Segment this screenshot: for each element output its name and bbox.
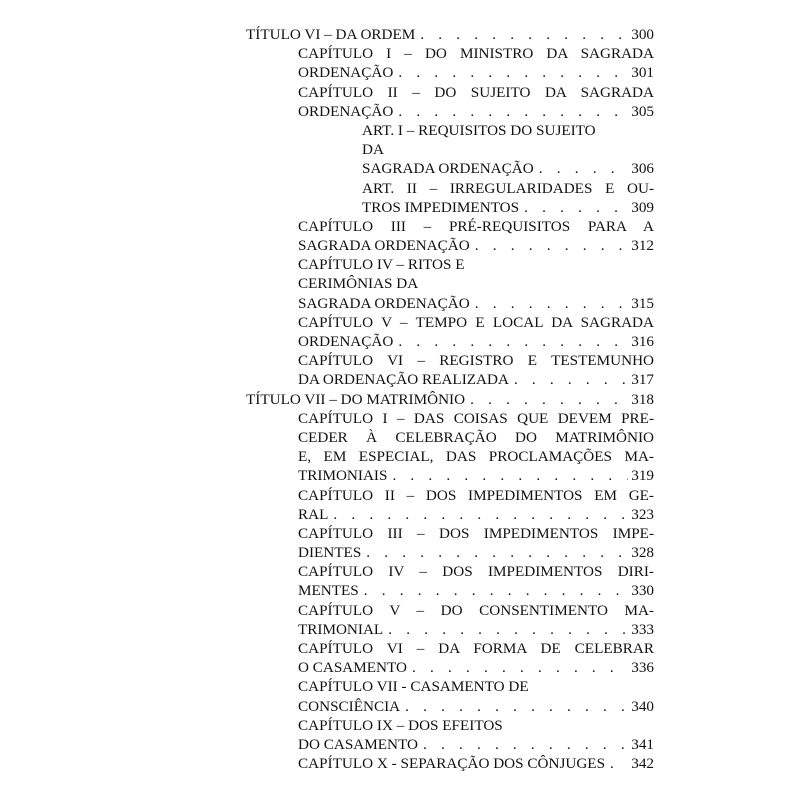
toc-chapter-entry[interactable] bbox=[0, 351, 800, 389]
toc-entry-last-line bbox=[246, 390, 654, 409]
dot-leader bbox=[393, 332, 628, 351]
toc-page-number: 315 bbox=[631, 294, 654, 312]
toc-entry-last-line bbox=[298, 658, 654, 677]
toc-entry-line: CAPÍTULO VII - CASAMENTO DE bbox=[298, 678, 529, 696]
toc-chapter-entry[interactable] bbox=[0, 639, 800, 677]
toc-entry-last-line bbox=[298, 236, 654, 255]
toc-entry-last-line bbox=[298, 466, 654, 485]
toc-entry-text: TROS IMPEDIMENTOS bbox=[362, 198, 520, 216]
toc-entry-text: DA ORDENAÇÃO REALIZADA bbox=[298, 371, 509, 389]
toc-chapter-entry[interactable] bbox=[0, 217, 800, 255]
toc-page-number: 305 bbox=[631, 102, 654, 120]
dot-leader bbox=[470, 294, 628, 313]
toc-entry-last-line bbox=[298, 63, 654, 82]
toc-chapter-entry[interactable] bbox=[0, 486, 800, 524]
toc-entry-last-line bbox=[298, 543, 654, 562]
toc-entry-last-line bbox=[362, 198, 654, 217]
toc-entry-line: CAPÍTULO V – TEMPO E LOCAL DA SAGRADA bbox=[298, 313, 654, 331]
toc-entry-line: CAPÍTULO V – DO CONSENTIMENTO MA- bbox=[298, 601, 654, 619]
toc-page-number: 342 bbox=[631, 755, 654, 773]
toc-entry-line: DA bbox=[362, 141, 384, 159]
toc-entry-line: CAPÍTULO II – DOS IMPEDIMENTOS EM GE- bbox=[298, 486, 654, 504]
dot-leader bbox=[534, 159, 628, 178]
toc-chapter-entry[interactable] bbox=[0, 313, 800, 351]
toc-page-number: 330 bbox=[631, 582, 654, 600]
toc-page-number: 328 bbox=[631, 544, 654, 562]
toc-entry-line: CAPÍTULO VI – DA FORMA DE CELEBRAR bbox=[298, 640, 654, 657]
dot-leader bbox=[465, 390, 628, 409]
toc-page-number: 317 bbox=[631, 371, 654, 389]
toc-entry-line: CAPÍTULO IV – DOS IMPEDIMENTOS DIRI- bbox=[298, 563, 654, 581]
dot-leader bbox=[328, 505, 628, 524]
toc-title-entry[interactable] bbox=[0, 390, 800, 409]
toc-page-number: 309 bbox=[631, 198, 654, 216]
toc-entry-last-line bbox=[298, 370, 654, 389]
toc-entry-last-line bbox=[298, 754, 654, 773]
toc-entry-last-line bbox=[298, 505, 654, 524]
toc-entry-text: MENTES bbox=[298, 582, 359, 600]
toc-entry-text: TRIMONIAIS bbox=[298, 467, 388, 485]
toc-entry-line: CEDER À CELEBRAÇÃO DO MATRIMÔNIO bbox=[298, 428, 654, 446]
dot-leader bbox=[359, 581, 628, 600]
toc-entry-text: ORDENAÇÃO bbox=[298, 333, 394, 350]
dot-leader bbox=[361, 543, 628, 562]
dot-leader bbox=[393, 102, 628, 121]
toc-chapter-entry[interactable] bbox=[0, 255, 800, 313]
dot-leader bbox=[605, 754, 628, 773]
toc-entry-text: SAGRADA ORDENAÇÃO bbox=[362, 160, 534, 178]
toc-entry-line: ART. II – IRREGULARIDADES E OU- bbox=[362, 179, 654, 197]
toc-entry-line: ART. I – REQUISITOS DO SUJEITO bbox=[362, 121, 596, 139]
toc-page-number: 318 bbox=[631, 390, 654, 408]
toc-entry-line: CAPÍTULO II – DO SUJEITO DA SAGRADA bbox=[298, 83, 654, 101]
toc-entry-last-line bbox=[246, 25, 654, 44]
toc-entry-line: CERIMÔNIAS DA bbox=[298, 275, 419, 293]
toc-entry-line: CAPÍTULO I – DAS COISAS QUE DEVEM PRE- bbox=[298, 409, 654, 427]
dot-leader bbox=[415, 25, 628, 44]
toc-page-number: 319 bbox=[631, 467, 654, 485]
toc-entry-text: TRIMONIAL bbox=[298, 620, 384, 638]
toc-entry-last-line bbox=[298, 697, 654, 716]
toc-entry-text: CONSCIÊNCIA bbox=[298, 697, 401, 715]
toc-chapter-entry[interactable] bbox=[0, 716, 800, 754]
toc-chapter-entry[interactable] bbox=[0, 677, 800, 715]
dot-leader bbox=[383, 620, 628, 639]
toc-chapter-entry[interactable] bbox=[0, 754, 800, 773]
toc-article-entry[interactable] bbox=[0, 179, 800, 217]
toc-title-entry[interactable] bbox=[0, 25, 800, 44]
toc-entry-last-line bbox=[298, 102, 654, 121]
toc-page-number: 312 bbox=[631, 237, 654, 255]
dot-leader bbox=[418, 735, 628, 754]
toc-entry-text: SAGRADA ORDENAÇÃO bbox=[298, 237, 470, 255]
toc-entry-text: RAL bbox=[298, 505, 329, 523]
toc-entry-line: CAPÍTULO III – DOS IMPEDIMENTOS IMPE- bbox=[298, 524, 654, 542]
toc-entry-last-line bbox=[298, 332, 654, 351]
toc-page-number: 340 bbox=[631, 697, 654, 715]
toc-page-number: 316 bbox=[631, 333, 654, 350]
toc-entry-text: TÍTULO VII – DO MATRIMÔNIO bbox=[246, 390, 466, 408]
toc-chapter-entry[interactable] bbox=[0, 562, 800, 600]
toc-entry-text: SAGRADA ORDENAÇÃO bbox=[298, 294, 470, 312]
toc-chapter-entry[interactable] bbox=[0, 601, 800, 639]
dot-leader bbox=[393, 63, 628, 82]
toc-entry-text: DO CASAMENTO bbox=[298, 735, 418, 753]
toc-entry-text: DIENTES bbox=[298, 544, 362, 562]
toc-entry-text: ORDENAÇÃO bbox=[298, 64, 394, 82]
toc-entry-line: CAPÍTULO IX – DOS EFEITOS bbox=[298, 716, 503, 734]
table-of-contents bbox=[0, 25, 800, 773]
toc-chapter-entry[interactable] bbox=[0, 409, 800, 486]
toc-entry-line: E, EM ESPECIAL, DAS PROCLAMAÇÕES MA- bbox=[298, 448, 654, 466]
dot-leader bbox=[509, 370, 628, 389]
toc-article-entry[interactable] bbox=[0, 121, 800, 179]
toc-entry-text: ORDENAÇÃO bbox=[298, 102, 394, 120]
toc-entry-last-line bbox=[298, 735, 654, 754]
toc-entry-line: CAPÍTULO I – DO MINISTRO DA SAGRADA bbox=[298, 45, 654, 63]
toc-page-number: 323 bbox=[631, 505, 654, 523]
toc-entry-line: CAPÍTULO VI – REGISTRO E TESTEMUNHO bbox=[298, 352, 654, 370]
dot-leader bbox=[519, 198, 628, 217]
toc-page-number: 333 bbox=[631, 620, 654, 638]
toc-chapter-entry[interactable] bbox=[0, 44, 800, 82]
toc-page-number: 306 bbox=[631, 160, 654, 178]
toc-page-number: 301 bbox=[631, 64, 654, 82]
toc-page-number: 341 bbox=[631, 735, 654, 753]
toc-entry-text: CAPÍTULO X - SEPARAÇÃO DOS CÔNJUGES bbox=[298, 755, 606, 773]
toc-entry-text: O CASAMENTO bbox=[298, 659, 407, 677]
toc-entry-last-line bbox=[362, 159, 654, 178]
toc-page-number: 300 bbox=[631, 26, 654, 43]
toc-entry-last-line bbox=[298, 294, 654, 313]
toc-entry-line: CAPÍTULO III – PRÉ-REQUISITOS PARA A bbox=[298, 217, 654, 235]
toc-entry-text: TÍTULO VI – DA ORDEM bbox=[246, 26, 416, 43]
dot-leader bbox=[387, 466, 628, 485]
toc-entry-line: CAPÍTULO IV – RITOS E bbox=[298, 256, 465, 274]
toc-entry-last-line bbox=[298, 581, 654, 600]
toc-chapter-entry[interactable] bbox=[0, 83, 800, 121]
toc-page-number: 336 bbox=[631, 659, 654, 677]
toc-entry-last-line bbox=[298, 620, 654, 639]
dot-leader bbox=[400, 697, 628, 716]
dot-leader bbox=[470, 236, 628, 255]
dot-leader bbox=[407, 658, 628, 677]
toc-chapter-entry[interactable] bbox=[0, 524, 800, 562]
